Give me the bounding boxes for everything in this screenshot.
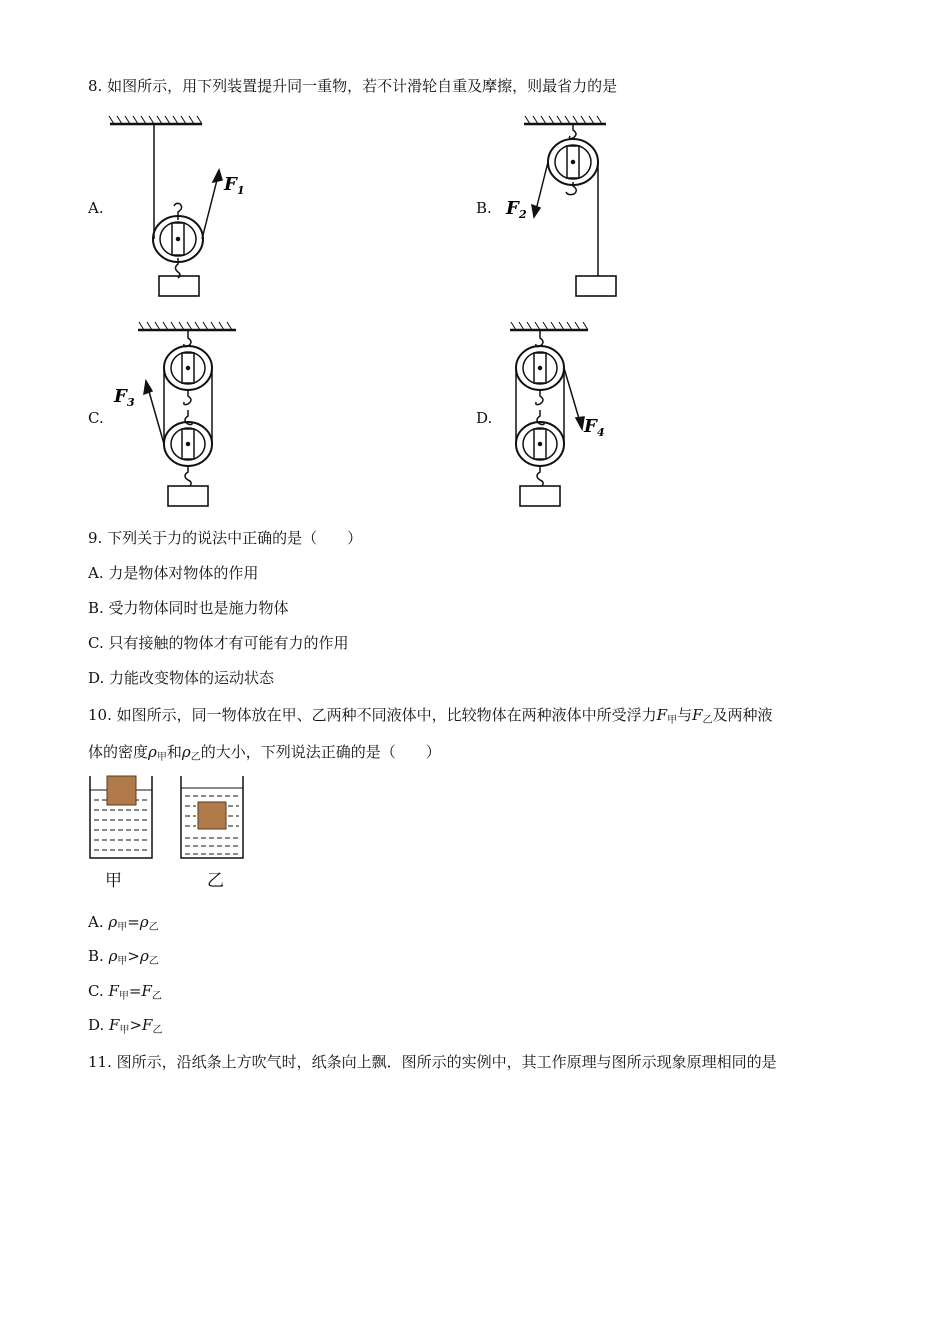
beakers-figure [86,772,256,864]
beaker-caption-jia: 甲 [105,871,122,891]
q10-option-a: A. $\rho_甲=\rho_乙$ [88,913,159,933]
q10-stem-line2: 体的密度$\rho_甲$和$\rho_乙$的大小，下列说法正确的是（ ） [88,743,441,763]
f4-subscript: 4 [597,426,605,439]
q8-option-d-label: D. [476,409,493,427]
q8-option-a-label: A. [88,199,104,217]
q10-option-b: B. $\rho_甲>\rho_乙$ [88,947,159,967]
q11-stem: 11. 图所示，沿纸条上方吹气时，纸条向上飘．图所示的实例中，其工作原理与图所示现象原理相同的是 [88,1053,777,1071]
f2-label: F [506,198,519,219]
pulley-figure-c [108,318,258,514]
q9-option-b: B. 受力物体同时也是施力物体 [88,599,289,617]
q10-option-d: D. $F_甲>F_乙$ [88,1016,163,1036]
f3-label: F [114,386,127,407]
q9-option-c: C. 只有接触的物体才有可能有力的作用 [88,634,349,652]
q9-option-a: A. 力是物体对物体的作用 [88,564,259,582]
pulley-figure-b [500,112,640,302]
q8-stem: 8. 如图所示，用下列装置提升同一重物，若不计滑轮自重及摩擦，则最省力的是 [88,77,618,95]
q8-option-b-label: B. [476,199,492,217]
q9-stem: 9. 下列关于力的说法中正确的是（ ） [88,529,363,547]
beaker-caption-yi: 乙 [207,871,224,891]
f1-label: F [224,174,237,195]
q10-option-c: C. $F_甲=F_乙$ [88,982,162,1002]
q10-stem-line1: 10. 如图所示，同一物体放在甲、乙两种不同液体中，比较物体在两种液体中所受浮力$F_甲$与$F_乙$及两种液 [88,706,773,726]
f2-subscript: 2 [519,208,527,221]
f3-subscript: 3 [127,396,135,409]
pulley-figure-d [496,318,646,514]
pulley-figure-a [100,112,260,302]
q8-option-c-label: C. [88,409,104,427]
f4-label: F [584,416,597,437]
f1-subscript: 1 [237,184,245,197]
q9-option-d: D. 力能改变物体的运动状态 [88,669,275,687]
